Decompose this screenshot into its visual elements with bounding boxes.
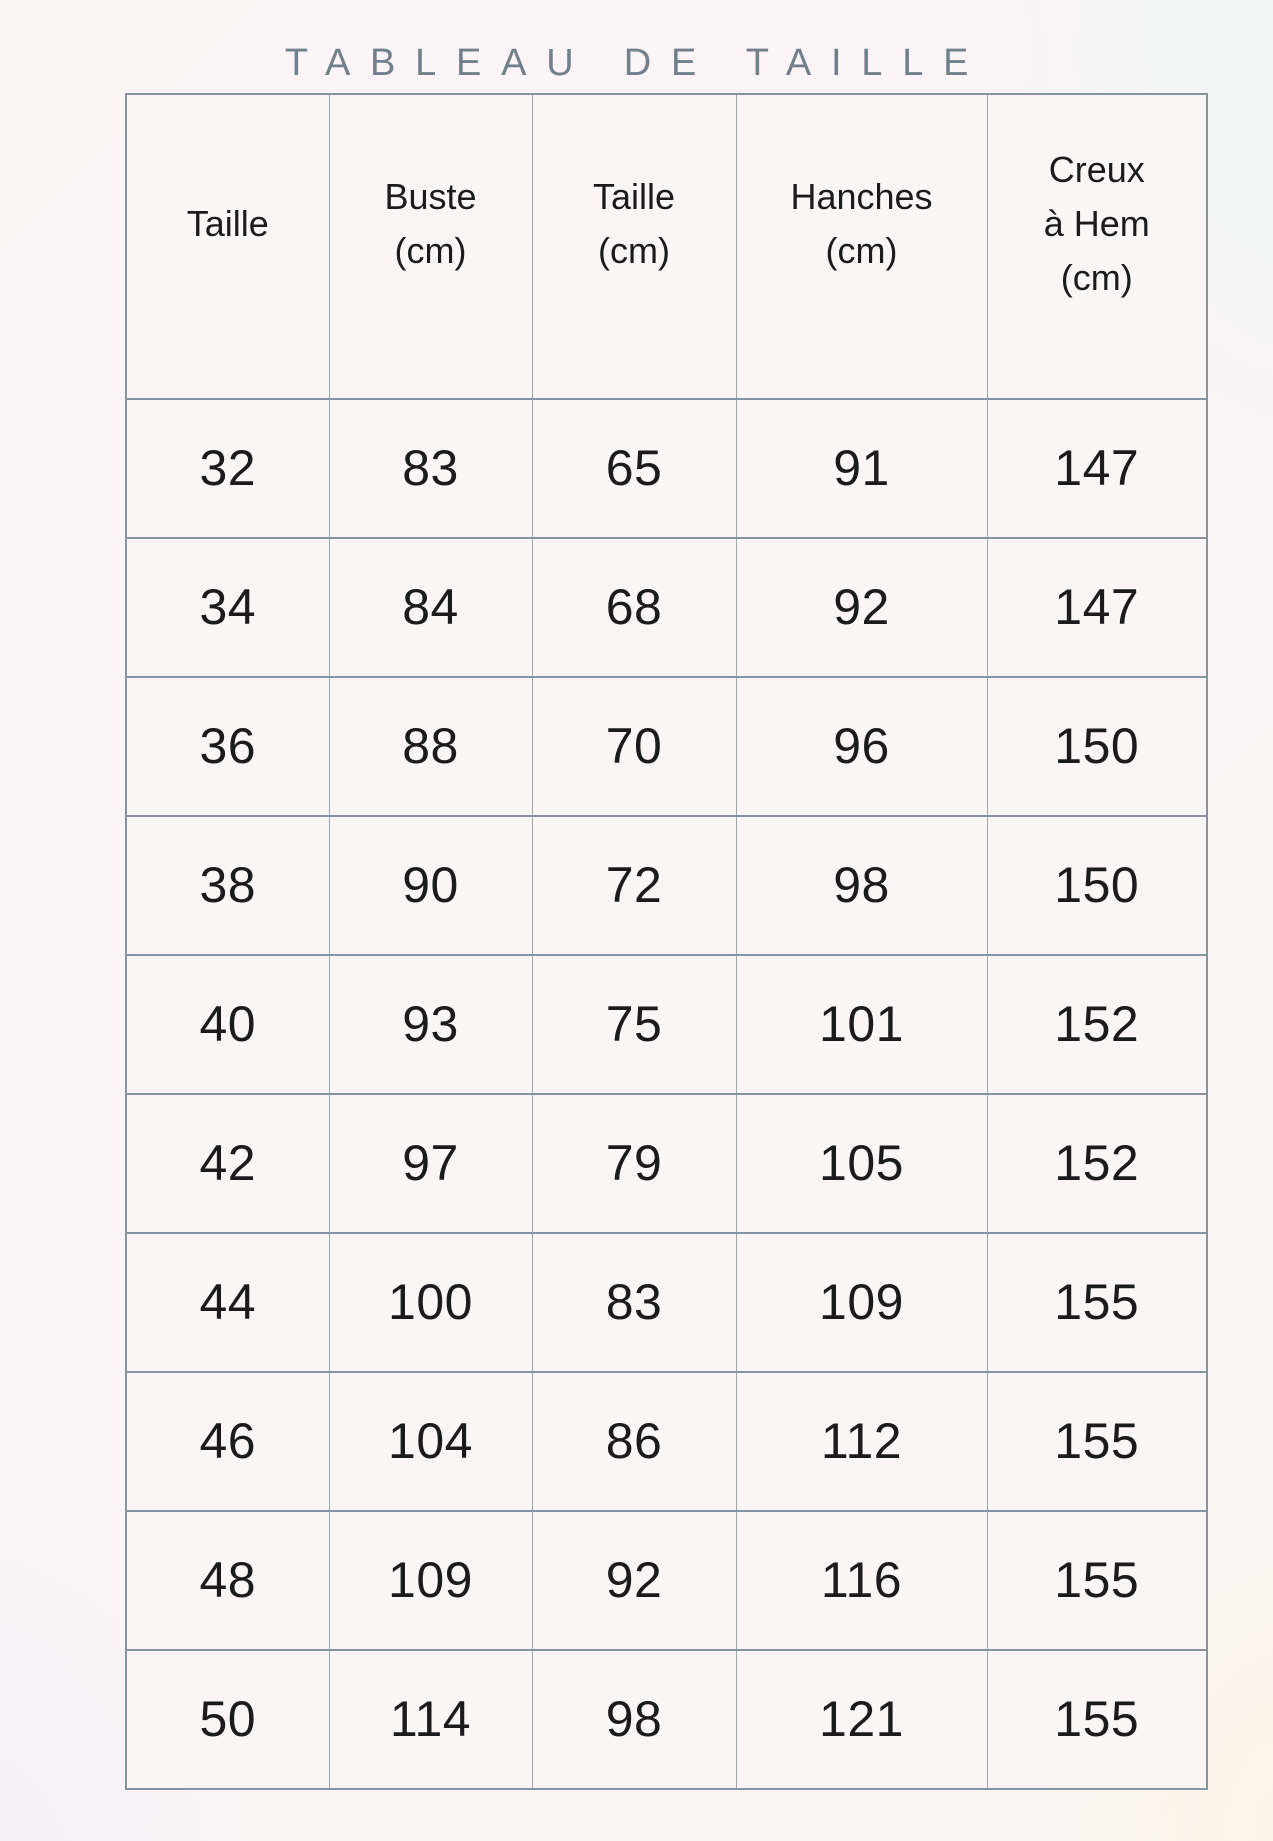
cell-hips: 96 [736,677,987,816]
cell-size: 48 [126,1511,329,1650]
cell-size: 36 [126,677,329,816]
cell-hips: 112 [736,1372,987,1511]
cell-bust: 104 [329,1372,532,1511]
cell-size: 40 [126,955,329,1094]
column-header-line: Hanches [790,175,933,217]
cell-hollow-to-hem: 150 [987,677,1207,816]
column-header-unit: (cm) [598,229,670,271]
cell-size: 34 [126,538,329,677]
cell-hips: 121 [736,1650,987,1789]
cell-hollow-to-hem: 155 [987,1372,1207,1511]
cell-hips: 91 [736,399,987,538]
column-header-buste [329,94,532,399]
column-header-line: Creux [1048,148,1145,190]
column-header-unit: (cm) [1060,256,1133,298]
cell-waist: 65 [532,399,736,538]
table-row [126,399,1207,538]
cell-hollow-to-hem: 150 [987,816,1207,955]
cell-waist: 70 [532,677,736,816]
cell-bust: 83 [329,399,532,538]
cell-size: 50 [126,1650,329,1789]
cell-size: 32 [126,399,329,538]
cell-bust: 84 [329,538,532,677]
size-chart-table [125,93,1208,1790]
cell-size: 46 [126,1372,329,1511]
cell-hollow-to-hem: 152 [987,955,1207,1094]
cell-bust: 100 [329,1233,532,1372]
table-row [126,1094,1207,1233]
cell-hollow-to-hem: 147 [987,399,1207,538]
table-row [126,1233,1207,1372]
cell-bust: 109 [329,1511,532,1650]
column-header-unit: (cm) [825,229,898,271]
cell-hips: 109 [736,1233,987,1372]
cell-hips: 116 [736,1511,987,1650]
cell-bust: 90 [329,816,532,955]
column-header-hanches [736,94,987,399]
cell-size: 44 [126,1233,329,1372]
table-row [126,955,1207,1094]
cell-hollow-to-hem: 155 [987,1650,1207,1789]
cell-hollow-to-hem: 155 [987,1511,1207,1650]
cell-hips: 101 [736,955,987,1094]
table-row [126,1650,1207,1789]
cell-waist: 75 [532,955,736,1094]
cell-bust: 97 [329,1094,532,1233]
cell-bust: 88 [329,677,532,816]
cell-hollow-to-hem: 155 [987,1233,1207,1372]
cell-hips: 92 [736,538,987,677]
column-header-line: Buste [384,175,477,217]
header-row [126,94,1207,399]
column-header-line: à Hem [1043,202,1150,244]
cell-waist: 79 [532,1094,736,1233]
cell-bust: 114 [329,1650,532,1789]
cell-waist: 68 [532,538,736,677]
column-header-taille-cm [532,94,736,399]
table-row [126,538,1207,677]
cell-hips: 105 [736,1094,987,1233]
cell-hollow-to-hem: 147 [987,538,1207,677]
cell-waist: 92 [532,1511,736,1650]
cell-waist: 98 [532,1650,736,1789]
table-row [126,677,1207,816]
table-row [126,1372,1207,1511]
column-header-line: Taille [592,175,676,217]
page-title: TABLEAU DE TAILLE [284,42,989,84]
cell-waist: 83 [532,1233,736,1372]
column-header-creux-a-hem [987,94,1207,399]
cell-hollow-to-hem: 152 [987,1094,1207,1233]
column-header-unit: (cm) [394,229,467,271]
cell-size: 38 [126,816,329,955]
cell-hips: 98 [736,816,987,955]
cell-waist: 72 [532,816,736,955]
table-row [126,1511,1207,1650]
column-header-taille [126,94,329,399]
cell-bust: 93 [329,955,532,1094]
table-row [126,816,1207,955]
cell-size: 42 [126,1094,329,1233]
column-header-line: Taille [186,202,269,244]
cell-waist: 86 [532,1372,736,1511]
